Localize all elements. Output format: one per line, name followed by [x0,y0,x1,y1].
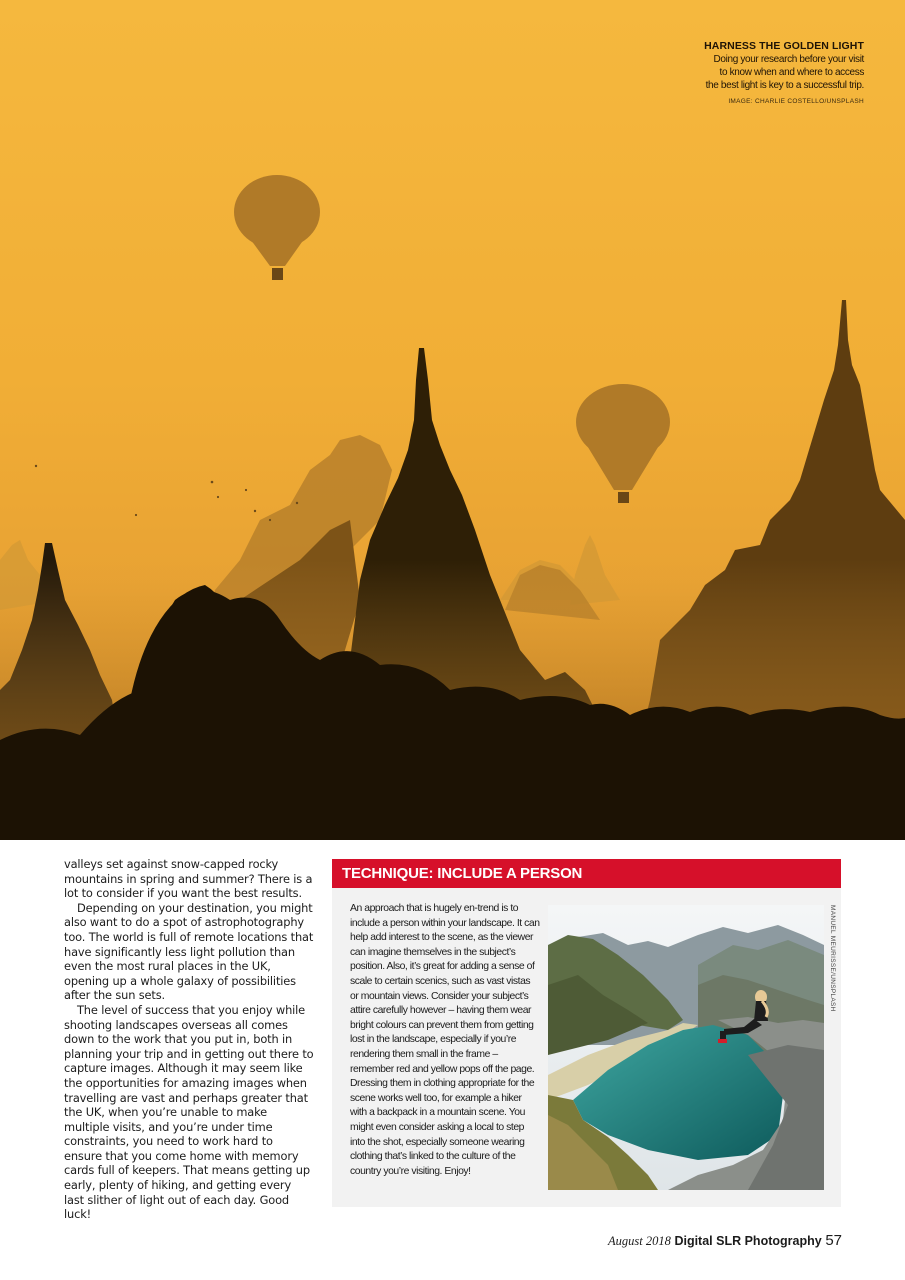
hero-caption [634,40,864,105]
page-footer [608,1232,842,1249]
caption-line: to know when and where to access [719,67,864,78]
caption-title: HARNESS THE GOLDEN LIGHT [704,40,864,52]
body-text-column [64,857,314,1222]
technique-photo-credit: MANUEL MEURISSE/UNSPLASH [829,905,836,1012]
technique-header-bar [332,859,841,888]
issue-date: August 2018 [607,1234,671,1248]
mountain-lake-person-image [548,905,824,1190]
technique-box [332,859,841,1207]
caption-credit: IMAGE: CHARLIE COSTELLO/UNSPLASH [728,98,864,105]
magazine-name: Digital SLR Photography [674,1234,822,1248]
technique-photo [548,905,824,1190]
caption-line: the best light is key to a successful trip. [705,80,864,91]
caption-body [634,53,864,92]
technique-text: An approach that is hugely en-trend is to include a person within your landscape. It can help add interest to the scene, as the viewer can imagine themselves in the subject’s position. Also, it’s great for adding a sense of scale to certain scenics, such as vast vistas or mountain views. Consider your subject’s attire carefully however – having them wear bright colours can prevent them from getting lost in the landscape, especially if you’re rendering them small in the frame – remember red and yellow pops off the page. Dressing them in clothing appropriate for the scene works well too, for example a hiker with a backpack in a mountain scene. You might even consider asking a local to step into the shot, especially someone wearing clothing that’s linked to the culture of the country you’re visiting. Enjoy! [350,903,540,1177]
caption-line: Doing your research before your visit [713,54,864,65]
technique-heading: TECHNIQUE: INCLUDE A PERSON [342,865,583,882]
body-paragraph: valleys set against snow-capped rocky mountains in spring and summer? There is a lot to consider if you want the best results. [64,857,313,901]
body-paragraph: The level of success that you enjoy while shooting landscapes overseas all comes down to the work that you put in, both in planning your trip and in getting out there to capture images. Although it may seem like the opportunities for amazing images when travelling are vast and perhaps greater that the UK, when you’re unable to make multiple visits, and you’re under time constraints, you need to work hard to ensure that you come home with memory cards full of keepers. That means getting up early, plenty of hiking, and getting every last slither of light out of each day. Good luck! [64,1002,314,1222]
page-number: 57 [825,1232,842,1249]
body-paragraph: Depending on your destination, you might also want to do a spot of astrophotography too. The world is full of remote locations that have significantly less light pollution than even the most rural places in the UK, opening up a whole galaxy of possibilities after the sun sets. [64,900,314,1003]
